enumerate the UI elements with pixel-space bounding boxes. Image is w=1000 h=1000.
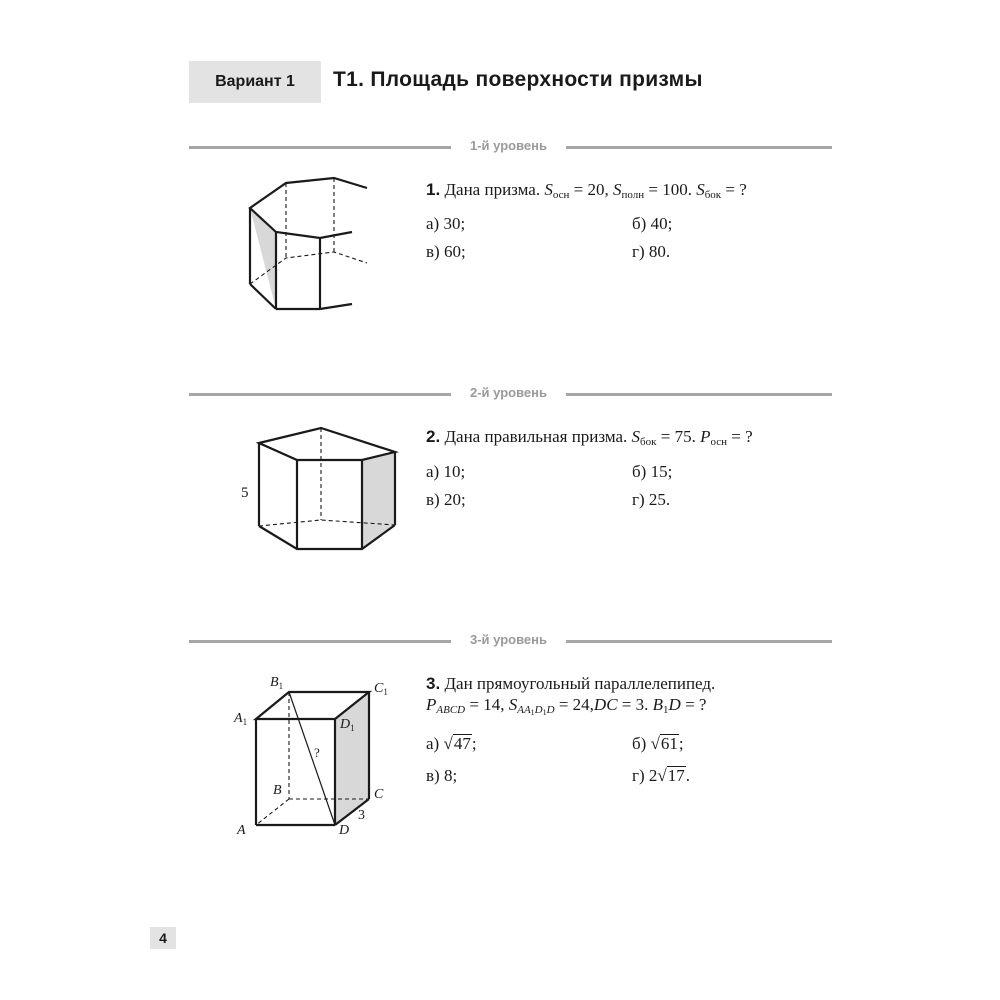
option-letter: в) (426, 490, 440, 509)
option-punct: . (685, 766, 690, 785)
subscript: 1 (663, 704, 669, 716)
level-label: 1-й уровень (470, 138, 547, 153)
subscript: AA (517, 704, 531, 716)
vertex-label-c1: $C_1$ (374, 681, 388, 697)
subscript: бок (640, 436, 657, 448)
subscript: осн (552, 189, 570, 201)
area-symbol: S (631, 427, 641, 446)
task-text: Дан прямоугольный параллелепипед. (444, 674, 716, 693)
edge-length-label: 5 (241, 485, 249, 501)
option-letter: а) (426, 214, 440, 233)
diagonal-b1d (289, 692, 335, 825)
task-number: 3. (426, 674, 441, 693)
divider-line-left (189, 640, 451, 643)
parallelepiped-figure (230, 670, 400, 845)
subscript: полн (621, 189, 645, 201)
option-value: 40; (650, 214, 673, 233)
given-value: = 3. (617, 695, 649, 714)
option-value: 8; (443, 766, 458, 785)
subscript: D (546, 704, 555, 716)
task-1-statement (426, 179, 747, 201)
option-value: 15; (650, 462, 673, 481)
vertex-label-d: D (339, 823, 350, 838)
segment-symbol: D (668, 695, 681, 714)
level-1-divider (189, 138, 832, 158)
level-3-divider (189, 632, 832, 652)
given-value: = 100. (644, 180, 692, 199)
radicand: 47 (453, 734, 471, 753)
variant-label: Вариант 1 (189, 61, 321, 103)
area-symbol: S (696, 180, 705, 199)
task-number: 2. (426, 427, 441, 446)
given-value: = 24, (554, 695, 594, 714)
radicand: 61 (660, 734, 678, 753)
option-value: 60; (443, 242, 466, 261)
answer-option-a[interactable] (426, 734, 477, 754)
option-value: 10; (443, 462, 466, 481)
option-value: 25. (648, 490, 671, 509)
option-letter: б) (632, 734, 647, 753)
prism-figure-2 (236, 420, 404, 560)
segment-symbol: B (652, 695, 664, 714)
divider-line-right (566, 393, 832, 396)
sqrt-expression: √61 (650, 734, 678, 753)
subscript: 1 (542, 708, 547, 717)
subscript: 1 (530, 708, 535, 717)
answer-option-a[interactable] (426, 462, 465, 482)
task-text: Дана призма. (444, 180, 541, 199)
area-symbol: S (612, 180, 622, 199)
vertex-label-a: A (237, 823, 246, 838)
subscript: D (534, 704, 543, 716)
option-value: 80. (648, 242, 671, 261)
edge-length-label: 3 (358, 808, 365, 823)
option-letter: в) (426, 766, 440, 785)
divider-line-right (566, 640, 832, 643)
task-number: 1. (426, 180, 441, 199)
option-letter: а) (426, 462, 440, 481)
unknown-mark: ? (314, 745, 320, 760)
answer-option-v[interactable] (426, 490, 466, 510)
option-letter: б) (632, 462, 647, 481)
perimeter-symbol: P (700, 427, 711, 446)
vertex-label-b: B (273, 783, 282, 798)
option-letter: г) (632, 490, 645, 509)
answer-option-g[interactable] (632, 490, 670, 510)
divider-line-left (189, 146, 451, 149)
answer-option-a[interactable] (426, 214, 465, 234)
question: = ? (727, 427, 753, 446)
shaded-face (362, 452, 395, 549)
task-text: Дана правильная призма. (444, 427, 628, 446)
area-symbol: S (544, 180, 553, 199)
answer-option-v[interactable] (426, 766, 457, 786)
coefficient: 2 (648, 766, 658, 785)
subscript: ABCD (436, 704, 466, 716)
answer-option-b[interactable] (632, 462, 672, 482)
answer-option-b[interactable] (632, 734, 684, 754)
given-value: = 20, (569, 180, 609, 199)
page-title: Т1. Площадь поверхности призмы (333, 68, 703, 91)
option-letter: г) (632, 766, 645, 785)
area-symbol: S (508, 695, 518, 714)
option-letter: г) (632, 242, 645, 261)
option-letter: в) (426, 242, 440, 261)
shaded-face (335, 692, 369, 825)
sqrt-expression: √47 (443, 734, 471, 753)
subscript: осн (710, 436, 728, 448)
option-value: 30; (443, 214, 466, 233)
given-value: = 14, (465, 695, 505, 714)
vertex-label-c: C (374, 787, 384, 802)
option-letter: а) (426, 734, 440, 753)
task-3-given (426, 694, 706, 716)
perimeter-symbol: P (426, 695, 437, 714)
level-label: 2-й уровень (470, 385, 547, 400)
prism-figure-1 (240, 170, 380, 320)
question: = ? (721, 180, 747, 199)
vertex-label-d1: $D_1$ (340, 717, 355, 733)
divider-line-right (566, 146, 832, 149)
radicand: 17 (667, 766, 685, 785)
divider-line-left (189, 393, 451, 396)
answer-option-b[interactable] (632, 214, 672, 234)
vertex-label-a1: $A_1$ (234, 711, 248, 727)
option-value: 20; (443, 490, 466, 509)
given-value: = 75. (656, 427, 696, 446)
level-label: 3-й уровень (470, 632, 547, 647)
answer-option-g[interactable] (632, 242, 670, 262)
vertex-label-b1: $B_1$ (270, 675, 284, 691)
answer-option-v[interactable] (426, 242, 466, 262)
question: = ? (680, 695, 707, 714)
option-letter: б) (632, 214, 647, 233)
task-3-statement (426, 673, 715, 695)
segment-symbol: DC (593, 695, 618, 714)
page-number: 4 (150, 927, 176, 949)
level-2-divider (189, 385, 832, 405)
sqrt-expression: 2√17 (648, 766, 685, 785)
answer-option-g[interactable] (632, 766, 690, 786)
shaded-face (250, 208, 276, 309)
option-punct: ; (678, 734, 684, 753)
task-2-statement (426, 426, 753, 448)
subscript: бок (704, 189, 722, 201)
option-punct: ; (471, 734, 477, 753)
